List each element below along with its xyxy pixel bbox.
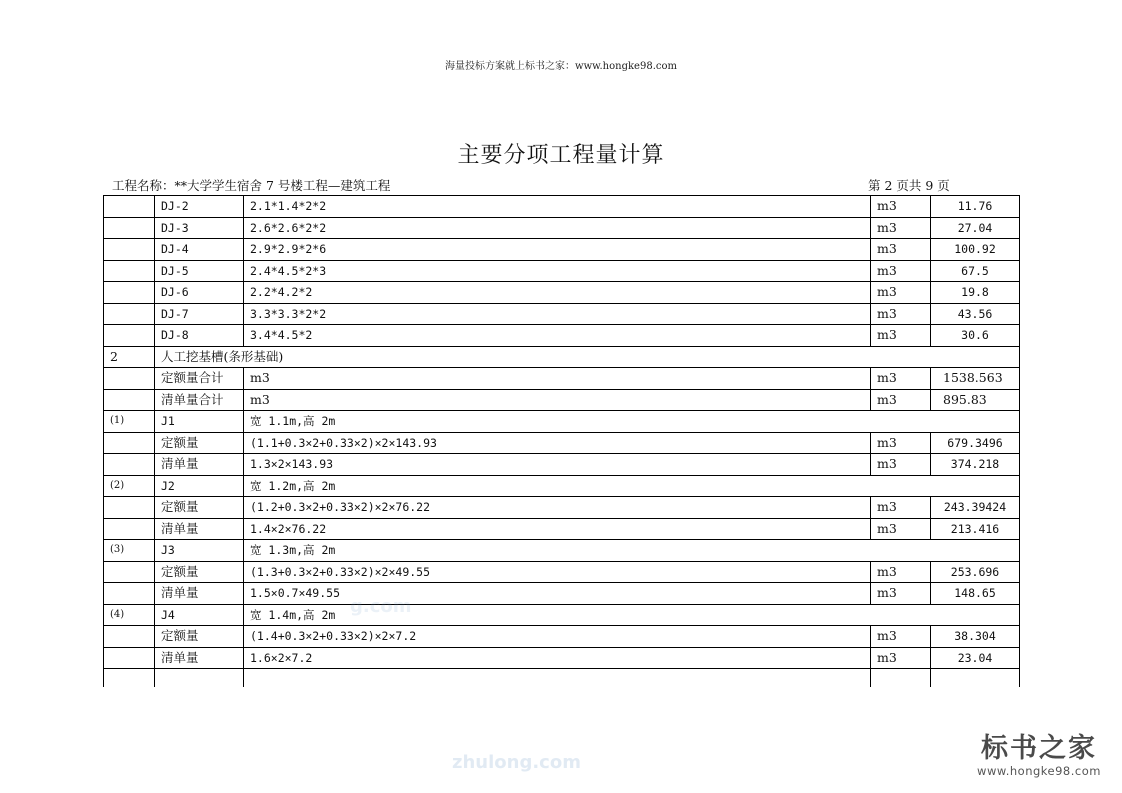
cell-qty: 148.65 — [931, 583, 1020, 605]
table-row — [104, 497, 1020, 519]
cell-formula: (1.3+0.3×2+0.33×2)×2×49.55 — [244, 561, 871, 583]
cell-qty: 23.04 — [931, 647, 1020, 669]
cell-no: (4) — [104, 604, 155, 626]
cell-no — [104, 583, 155, 605]
table-row — [104, 583, 1020, 605]
cell-name: 清单量 — [155, 583, 244, 605]
cell-formula: 1.6×2×7.2 — [244, 647, 871, 669]
cell-formula: 2.4*4.5*2*3 — [244, 260, 871, 282]
cell-name: 定额量 — [155, 497, 244, 519]
cell-no — [104, 626, 155, 648]
cell-no — [104, 518, 155, 540]
cell-qty: 374.218 — [931, 454, 1020, 476]
cell-no: 2 — [104, 346, 155, 368]
cell-formula: 宽 1.1m,高 2m — [244, 411, 1020, 433]
site-logo — [964, 734, 1114, 778]
cell-unit: m3 — [871, 647, 931, 669]
cell-no — [104, 497, 155, 519]
cell-unit: m3 — [871, 518, 931, 540]
cell-formula: 2.2*4.2*2 — [244, 282, 871, 304]
cell-name: 定额量合计 — [155, 368, 244, 390]
cell-name: 清单量合计 — [155, 389, 244, 411]
logo-text: 标书之家 — [981, 733, 1097, 764]
cell-qty: 679.3496 — [931, 432, 1020, 454]
cell-qty: 243.39424 — [931, 497, 1020, 519]
cell-qty: 895.83 — [931, 389, 1020, 411]
watermark-middle: g.com — [350, 596, 412, 617]
table-row — [104, 518, 1020, 540]
cell-formula: 1.4×2×76.22 — [244, 518, 871, 540]
cell-empty — [244, 669, 871, 688]
cell-no — [104, 561, 155, 583]
table-row — [104, 282, 1020, 304]
cell-empty — [155, 669, 244, 688]
cell-unit: m3 — [871, 561, 931, 583]
cell-name: 清单量 — [155, 518, 244, 540]
cell-name: DJ-7 — [155, 303, 244, 325]
cell-no — [104, 325, 155, 347]
cell-no: (2) — [104, 475, 155, 497]
table-row — [104, 260, 1020, 282]
cell-no — [104, 368, 155, 390]
cell-qty: 100.92 — [931, 239, 1020, 261]
subsection-row — [104, 540, 1020, 562]
cell-unit: m3 — [871, 217, 931, 239]
cell-formula: m3 — [244, 368, 871, 390]
cell-formula: m3 — [244, 389, 871, 411]
cell-unit: m3 — [871, 325, 931, 347]
watermark-bottom: zhulong.com — [452, 752, 581, 773]
cell-unit: m3 — [871, 583, 931, 605]
cell-no: (1) — [104, 411, 155, 433]
cell-qty: 30.6 — [931, 325, 1020, 347]
cell-qty: 19.8 — [931, 282, 1020, 304]
cell-no — [104, 239, 155, 261]
cell-formula: 2.6*2.6*2*2 — [244, 217, 871, 239]
cell-qty: 67.5 — [931, 260, 1020, 282]
cell-name: 定额量 — [155, 432, 244, 454]
cell-qty: 38.304 — [931, 626, 1020, 648]
cell-formula: 1.5×0.7×49.55 — [244, 583, 871, 605]
table-row — [104, 239, 1020, 261]
cell-no — [104, 432, 155, 454]
cell-formula: (1.2+0.3×2+0.33×2)×2×76.22 — [244, 497, 871, 519]
table-row — [104, 196, 1020, 218]
cell-formula: 宽 1.3m,高 2m — [244, 540, 1020, 562]
cell-formula: 宽 1.2m,高 2m — [244, 475, 1020, 497]
cell-unit: m3 — [871, 303, 931, 325]
table-row — [104, 389, 1020, 411]
cell-name: DJ-5 — [155, 260, 244, 282]
table-row — [104, 368, 1020, 390]
cell-empty — [104, 669, 155, 688]
section-row — [104, 346, 1020, 368]
cell-no: (3) — [104, 540, 155, 562]
cell-empty — [871, 669, 931, 688]
cell-name: 定额量 — [155, 626, 244, 648]
cell-formula: 宽 1.4m,高 2m — [244, 604, 1020, 626]
empty-row — [104, 669, 1020, 688]
cell-unit: m3 — [871, 260, 931, 282]
cell-empty — [931, 669, 1020, 688]
table-row — [104, 217, 1020, 239]
cell-name: J4 — [155, 604, 244, 626]
cell-name: DJ-4 — [155, 239, 244, 261]
cell-no — [104, 303, 155, 325]
project-name: 工程名称：**大学学生宿舍 7 号楼工程—建筑工程 — [112, 178, 391, 193]
cell-name: DJ-8 — [155, 325, 244, 347]
cell-qty: 213.416 — [931, 518, 1020, 540]
table-row — [104, 432, 1020, 454]
cell-qty: 43.56 — [931, 303, 1020, 325]
cell-unit: m3 — [871, 368, 931, 390]
cell-name: DJ-6 — [155, 282, 244, 304]
cell-unit: m3 — [871, 196, 931, 218]
table-row — [104, 454, 1020, 476]
cell-no — [104, 389, 155, 411]
cell-no — [104, 196, 155, 218]
subsection-row — [104, 604, 1020, 626]
table-row — [104, 325, 1020, 347]
cell-qty: 1538.563 — [931, 368, 1020, 390]
cell-no — [104, 260, 155, 282]
cell-name: 清单量 — [155, 454, 244, 476]
cell-name: DJ-3 — [155, 217, 244, 239]
cell-name: J1 — [155, 411, 244, 433]
cell-qty: 11.76 — [931, 196, 1020, 218]
cell-no — [104, 647, 155, 669]
cell-unit: m3 — [871, 497, 931, 519]
table-row — [104, 647, 1020, 669]
cell-formula: (1.4+0.3×2+0.33×2)×2×7.2 — [244, 626, 871, 648]
cell-qty: 253.696 — [931, 561, 1020, 583]
cell-name: DJ-2 — [155, 196, 244, 218]
cell-formula: 1.3×2×143.93 — [244, 454, 871, 476]
subsection-row — [104, 411, 1020, 433]
cell-unit: m3 — [871, 626, 931, 648]
cell-name: J2 — [155, 475, 244, 497]
cell-unit: m3 — [871, 454, 931, 476]
subsection-row — [104, 475, 1020, 497]
cell-no — [104, 282, 155, 304]
cell-name: 定额量 — [155, 561, 244, 583]
cell-unit: m3 — [871, 432, 931, 454]
section-title: 人工挖基槽(条形基础) — [155, 346, 1020, 368]
cell-formula: 2.1*1.4*2*2 — [244, 196, 871, 218]
cell-no — [104, 217, 155, 239]
cell-formula: 3.3*3.3*2*2 — [244, 303, 871, 325]
table-row — [104, 303, 1020, 325]
cell-name: 清单量 — [155, 647, 244, 669]
cell-formula: 2.9*2.9*2*6 — [244, 239, 871, 261]
table-row — [104, 626, 1020, 648]
cell-unit: m3 — [871, 239, 931, 261]
logo-url: www.hongke98.com — [977, 764, 1101, 778]
cell-unit: m3 — [871, 389, 931, 411]
quantity-table — [103, 195, 1020, 687]
header-site-text: 海量投标方案就上标书之家：www.hongke98.com — [445, 61, 677, 72]
page-title: 主要分项工程量计算 — [457, 143, 665, 168]
cell-qty: 27.04 — [931, 217, 1020, 239]
cell-formula: (1.1+0.3×2+0.33×2)×2×143.93 — [244, 432, 871, 454]
cell-unit: m3 — [871, 282, 931, 304]
page-indicator: 第 2 页共 9 页 — [868, 178, 950, 193]
table-row — [104, 561, 1020, 583]
cell-formula: 3.4*4.5*2 — [244, 325, 871, 347]
cell-no — [104, 454, 155, 476]
cell-name: J3 — [155, 540, 244, 562]
